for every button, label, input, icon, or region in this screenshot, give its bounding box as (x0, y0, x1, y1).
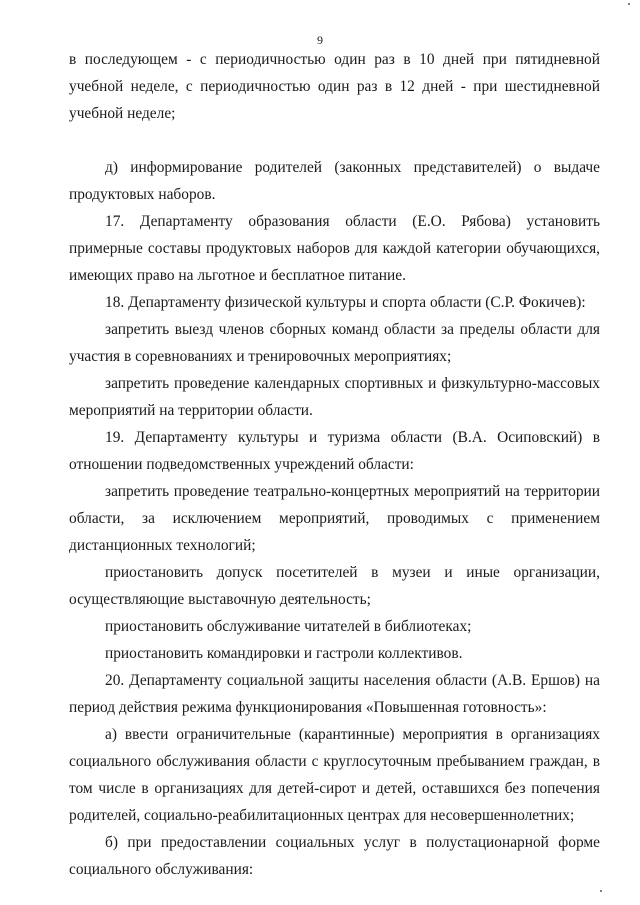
text-line: осуществляющие выставочную деятельность; (69, 591, 371, 608)
text-line: 18. Департаменту физической культуры и спорта области (С.Р. Фокичев): (105, 294, 586, 311)
text-line: продуктовых наборов. (69, 186, 216, 203)
text-line: участия в соревнованиях и тренировочных мероприятиях; (69, 348, 452, 365)
text-line: учебной неделе; (69, 105, 176, 122)
text-line: области, за исключением мероприятий, проводимых с применением (69, 510, 600, 527)
text-line: д) информирование родителей (законных представителей) о выдаче (105, 159, 600, 176)
text-line: том числе в организациях для детей-сирот и детей, оставшихся без попечения (69, 780, 600, 797)
text-line: 17. Департаменту образования области (Е.О. Рябова) установить (105, 213, 600, 230)
page-number: 9 (317, 33, 323, 47)
paragraph (69, 829, 600, 883)
paragraph (69, 46, 600, 127)
paragraph (69, 613, 600, 640)
text-line: мероприятий на территории области. (69, 402, 313, 419)
text-line: приостановить командировки и гастроли коллективов. (105, 645, 463, 662)
text-line: запретить выезд членов сборных команд области за пределы области для (105, 321, 600, 338)
paragraph (69, 478, 600, 559)
text-line: учебной неделе, с периодичностью один раз в 12 дней - при шестидневной (69, 78, 600, 95)
text-line: приостановить допуск посетителей в музеи и иные организации, (105, 564, 600, 581)
text-line: запретить проведение театрально-концертных мероприятий на территории (105, 483, 600, 500)
text-line: отношении подведомственных учреждений области: (69, 456, 414, 473)
paragraph (69, 559, 600, 613)
text-line: примерные составы продуктовых наборов для каждой категории обучающихся, (69, 240, 600, 257)
paragraph (69, 667, 600, 721)
scan-speck (600, 890, 602, 892)
text-line: 20. Департаменту социальной защиты населения области (А.В. Ершов) на (105, 672, 600, 689)
text-line: дистанционных технологий; (69, 537, 256, 554)
text-line: период действия режима функционирования «Повышенная готовность»: (69, 699, 547, 716)
text-line: родителей, социально-реабилитационных центрах для несовершеннолетних; (69, 807, 575, 824)
paragraph (69, 289, 600, 316)
paragraph (69, 316, 600, 370)
paragraph (69, 370, 600, 424)
text-line: социального обслуживания области с круглосуточным пребыванием граждан, в (69, 753, 600, 770)
text-line: приостановить обслуживание читателей в библиотеках; (105, 618, 472, 635)
paragraph (69, 640, 600, 667)
paragraph (69, 208, 600, 289)
text-line: 19. Департаменту культуры и туризма области (В.А. Осиповский) в (105, 429, 600, 446)
paragraph (69, 721, 600, 829)
paragraph (69, 154, 600, 208)
text-line: имеющих право на льготное и бесплатное питание. (69, 267, 406, 284)
text-line: б) при предоставлении социальных услуг в полустационарной форме (105, 834, 600, 851)
text-line: а) ввести ограничительные (карантинные) мероприятия в организациях (105, 726, 600, 743)
text-line: запретить проведение календарных спортивных и физкультурно-массовых (105, 375, 600, 392)
paragraph (69, 424, 600, 478)
text-line: социального обслуживания: (69, 861, 254, 878)
scan-speck (628, 3, 630, 5)
text-line: в последующем - с периодичностью один раз в 10 дней при пятидневной (69, 51, 600, 68)
